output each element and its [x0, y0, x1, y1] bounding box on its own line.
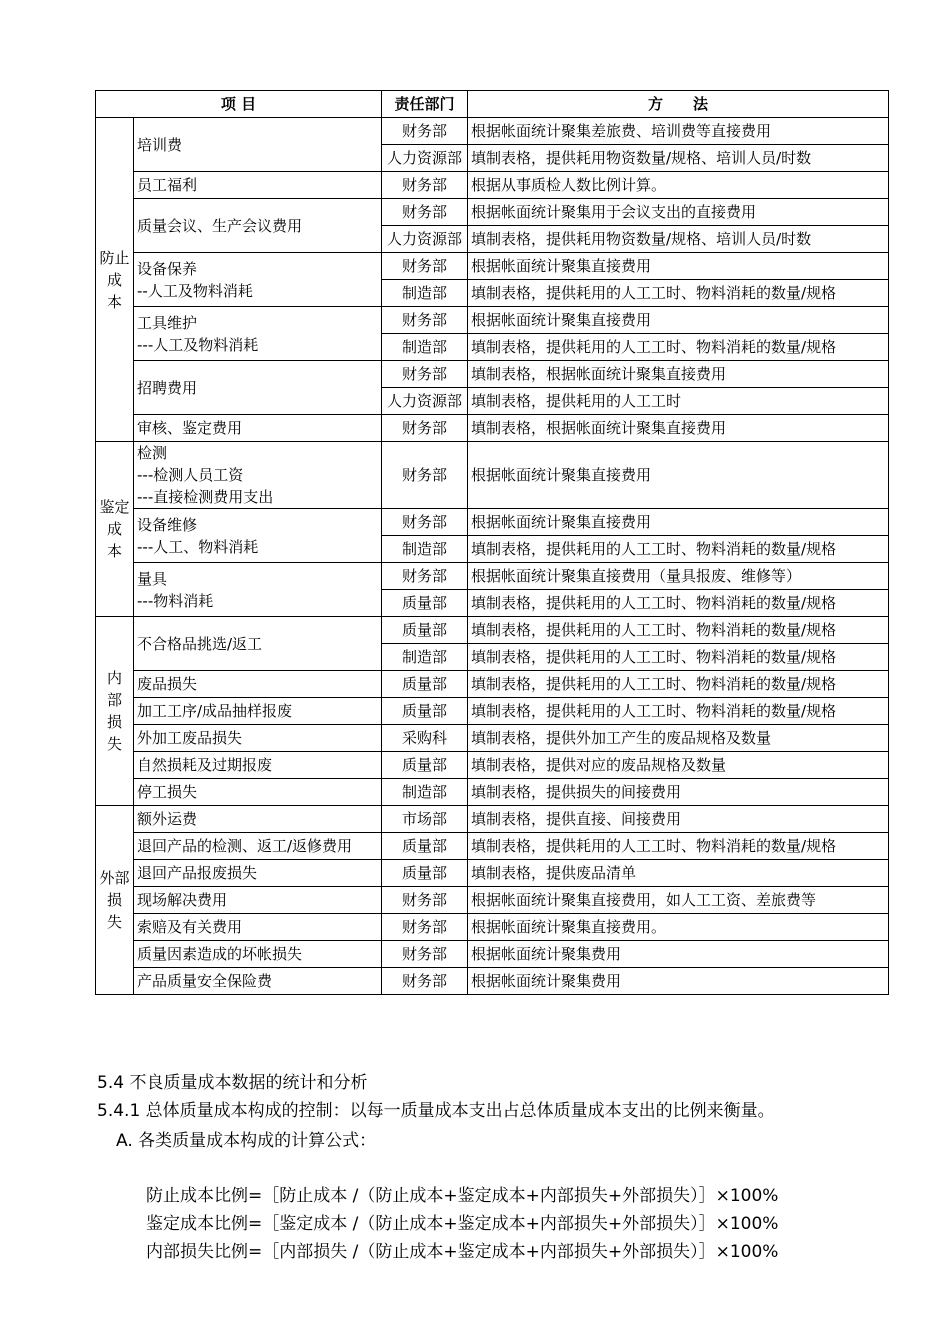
dept-cell: 采购科 [382, 725, 468, 752]
method-cell: 填制表格，提供耗用的人工工时、物料消耗的数量/规格 [468, 536, 889, 563]
item-label-line: 索赔及有关费用 [137, 918, 243, 936]
dept-cell: 财务部 [382, 887, 468, 914]
method-cell: 填制表格，提供耗用的人工工时、物料消耗的数量/规格 [468, 833, 889, 860]
table-row [96, 617, 889, 644]
method-cell: 填制表格，提供耗用的人工工时、物料消耗的数量/规格 [468, 617, 889, 644]
item-cell [134, 199, 382, 253]
method-cell: 根据从事质检人数比例计算。 [468, 172, 889, 199]
item-label-line: 退回产品报废损失 [137, 864, 258, 882]
formula-internal: 内部损失比例=［内部损失 /（防止成本+鉴定成本+内部损失+外部损失）］×100% [146, 1242, 779, 1262]
table-row [96, 172, 889, 199]
table-row [96, 118, 889, 145]
category-label [96, 617, 134, 806]
dept-cell: 人力资源部 [382, 226, 468, 253]
dept-cell: 市场部 [382, 806, 468, 833]
dept-cell: 质量部 [382, 752, 468, 779]
dept-cell: 财务部 [382, 442, 468, 509]
item-cell [134, 415, 382, 442]
item-label-line: --人工及物料消耗 [137, 281, 253, 300]
formula-prevention: 防止成本比例=［防止成本 /（防止成本+鉴定成本+内部损失+外部损失）］×100% [146, 1186, 779, 1206]
dept-cell: 质量部 [382, 698, 468, 725]
method-cell: 填制表格，根据帐面统计聚集直接费用 [468, 361, 889, 388]
item-cell [134, 442, 382, 509]
dept-cell: 财务部 [382, 253, 468, 280]
table-row [96, 833, 889, 860]
table-row [96, 860, 889, 887]
item-label-line: ---检测人员工资 [137, 466, 244, 484]
dept-cell: 财务部 [382, 172, 468, 199]
item-label-line: 质量会议、生产会议费用 [137, 216, 303, 235]
item-label-line: ---人工及物料消耗 [137, 335, 259, 354]
method-cell: 根据帐面统计聚集直接费用 [468, 509, 889, 536]
item-label-line: 现场解决费用 [137, 891, 228, 909]
method-cell: 根据帐面统计聚集直接费用，如人工工资、差旅费等 [468, 887, 889, 914]
method-cell: 填制表格，提供外加工产生的废品规格及数量 [468, 725, 889, 752]
table-body [96, 118, 889, 995]
dept-cell: 制造部 [382, 779, 468, 806]
category-label-line: 成 [106, 270, 122, 289]
table-row [96, 698, 889, 725]
category-label-line: 损 [106, 891, 122, 909]
category-label-line: 失 [106, 913, 122, 931]
item-label-line: 设备维修 [137, 515, 198, 534]
table-row [96, 442, 889, 509]
item-label-line: 退回产品的检测、返工/返修费用 [137, 837, 353, 855]
item-a: A. 各类质量成本构成的计算公式： [116, 1131, 377, 1151]
item-cell [134, 968, 382, 995]
method-cell: 填制表格，提供耗用的人工工时、物料消耗的数量/规格 [468, 698, 889, 725]
item-label-line: 废品损失 [137, 675, 198, 693]
item-cell [134, 779, 382, 806]
method-cell: 根据帐面统计聚集直接费用（量具报废、维修等） [468, 563, 889, 590]
dept-cell: 财务部 [382, 968, 468, 995]
dept-cell: 财务部 [382, 509, 468, 536]
table-row [96, 725, 889, 752]
category-label [96, 118, 134, 442]
method-cell: 填制表格，提供耗用物资数量/规格、培训人员/时数 [468, 145, 889, 172]
dept-cell: 财务部 [382, 199, 468, 226]
method-cell: 填制表格，提供损失的间接费用 [468, 779, 889, 806]
item-cell [134, 752, 382, 779]
method-cell: 根据帐面统计聚集直接费用 [468, 442, 889, 509]
category-label-line: 鉴定 [99, 498, 130, 516]
category-label-line: 成 [106, 520, 122, 538]
method-cell: 填制表格，提供耗用物资数量/规格、培训人员/时数 [468, 226, 889, 253]
dept-cell: 质量部 [382, 590, 468, 617]
dept-cell: 财务部 [382, 118, 468, 145]
item-label-line: 招聘费用 [137, 378, 198, 397]
item-label-line: 工具维护 [137, 313, 198, 332]
method-cell: 根据帐面统计聚集用于会议支出的直接费用 [468, 199, 889, 226]
item-label-line: 不合格品挑选/返工 [137, 634, 263, 653]
method-cell: 填制表格，提供耗用的人工工时、物料消耗的数量/规格 [468, 590, 889, 617]
category-label-line: 失 [106, 735, 122, 753]
table-row [96, 253, 889, 280]
item-label-line: 审核、鉴定费用 [137, 419, 243, 437]
table-row [96, 806, 889, 833]
dept-cell: 制造部 [382, 334, 468, 361]
item-label-line: 培训费 [137, 135, 183, 154]
table-row [96, 307, 889, 334]
item-label-line: 产品质量安全保险费 [137, 972, 273, 990]
category-label-line: 本 [106, 292, 122, 311]
item-cell [134, 361, 382, 415]
item-cell [134, 307, 382, 361]
item-label-line: ---物料消耗 [137, 591, 214, 610]
method-cell: 填制表格，提供耗用的人工工时、物料消耗的数量/规格 [468, 671, 889, 698]
table-row [96, 509, 889, 536]
item-label-line: ---直接检测费用支出 [137, 488, 274, 506]
item-cell [134, 172, 382, 199]
section-heading: 5.4 不良质量成本数据的统计和分析 [97, 1073, 368, 1093]
category-label-line: 本 [106, 542, 122, 560]
method-cell: 根据帐面统计聚集直接费用 [468, 307, 889, 334]
header-dept: 责任部门 [382, 91, 468, 118]
table-row [96, 752, 889, 779]
method-cell: 填制表格，提供耗用的人工工时、物料消耗的数量/规格 [468, 334, 889, 361]
item-cell [134, 725, 382, 752]
header-method: 方 法 [468, 91, 889, 118]
dept-cell: 制造部 [382, 644, 468, 671]
category-label-line: 损 [106, 713, 122, 731]
item-cell [134, 617, 382, 671]
item-cell [134, 914, 382, 941]
item-label-line: 检测 [137, 444, 168, 462]
item-cell [134, 671, 382, 698]
header-item: 项 目 [96, 91, 382, 118]
item-cell [134, 860, 382, 887]
dept-cell: 人力资源部 [382, 145, 468, 172]
item-label-line: 员工福利 [137, 176, 198, 194]
item-cell [134, 563, 382, 617]
method-cell: 根据帐面统计聚集差旅费、培训费等直接费用 [468, 118, 889, 145]
method-cell: 填制表格，提供对应的废品规格及数量 [468, 752, 889, 779]
table-row [96, 563, 889, 590]
method-cell: 根据帐面统计聚集直接费用 [468, 253, 889, 280]
item-label-line: ---人工、物料消耗 [137, 537, 259, 556]
table-row [96, 968, 889, 995]
section-sub-heading: 5.4.1 总体质量成本构成的控制：以每一质量成本支出占总体质量成本支出的比例来衡量。 [97, 1101, 775, 1121]
method-cell: 填制表格，根据帐面统计聚集直接费用 [468, 415, 889, 442]
dept-cell: 质量部 [382, 833, 468, 860]
item-cell [134, 806, 382, 833]
dept-cell: 质量部 [382, 617, 468, 644]
method-cell: 填制表格，提供耗用的人工工时、物料消耗的数量/规格 [468, 644, 889, 671]
category-label-line: 外部 [99, 869, 130, 887]
category-label-line: 部 [106, 691, 122, 709]
item-label-line: 额外运费 [137, 810, 198, 828]
dept-cell: 人力资源部 [382, 388, 468, 415]
item-cell [134, 941, 382, 968]
item-label-line: 外加工废品损失 [137, 729, 243, 747]
dept-cell: 财务部 [382, 415, 468, 442]
dept-cell: 财务部 [382, 941, 468, 968]
item-cell [134, 118, 382, 172]
table-row [96, 415, 889, 442]
item-cell [134, 833, 382, 860]
dept-cell: 制造部 [382, 536, 468, 563]
table-row [96, 779, 889, 806]
table-row [96, 671, 889, 698]
method-cell: 根据帐面统计聚集费用 [468, 968, 889, 995]
item-label-line: 停工损失 [137, 783, 198, 801]
item-label-line: 质量因素造成的坏帐损失 [137, 945, 303, 963]
method-cell: 填制表格，提供耗用的人工工时、物料消耗的数量/规格 [468, 280, 889, 307]
category-label [96, 442, 134, 617]
method-cell: 填制表格，提供耗用的人工工时 [468, 388, 889, 415]
method-cell: 填制表格，提供废品清单 [468, 860, 889, 887]
dept-cell: 财务部 [382, 563, 468, 590]
item-label-line: 设备保养 [137, 259, 198, 278]
dept-cell: 财务部 [382, 361, 468, 388]
item-label-line: 量具 [137, 569, 168, 588]
table-row [96, 941, 889, 968]
dept-cell: 质量部 [382, 671, 468, 698]
category-label-line: 内 [106, 669, 122, 687]
formula-appraisal: 鉴定成本比例=［鉴定成本 /（防止成本+鉴定成本+内部损失+外部损失）］×100% [146, 1214, 779, 1234]
table-row [96, 361, 889, 388]
item-label-line: 自然损耗及过期报废 [137, 756, 273, 774]
item-cell [134, 698, 382, 725]
dept-cell: 制造部 [382, 280, 468, 307]
table-row [96, 914, 889, 941]
item-label-line: 加工工序/成品抽样报废 [137, 702, 293, 720]
item-cell [134, 887, 382, 914]
table-row [96, 887, 889, 914]
dept-cell: 财务部 [382, 307, 468, 334]
method-cell: 根据帐面统计聚集直接费用。 [468, 914, 889, 941]
dept-cell: 质量部 [382, 860, 468, 887]
item-cell [134, 253, 382, 307]
method-cell: 根据帐面统计聚集费用 [468, 941, 889, 968]
item-cell [134, 509, 382, 563]
quality-cost-table [95, 90, 889, 995]
category-label-line: 防止 [99, 248, 130, 267]
method-cell: 填制表格，提供直接、间接费用 [468, 806, 889, 833]
category-label [96, 806, 134, 995]
dept-cell: 财务部 [382, 914, 468, 941]
table-row [96, 199, 889, 226]
